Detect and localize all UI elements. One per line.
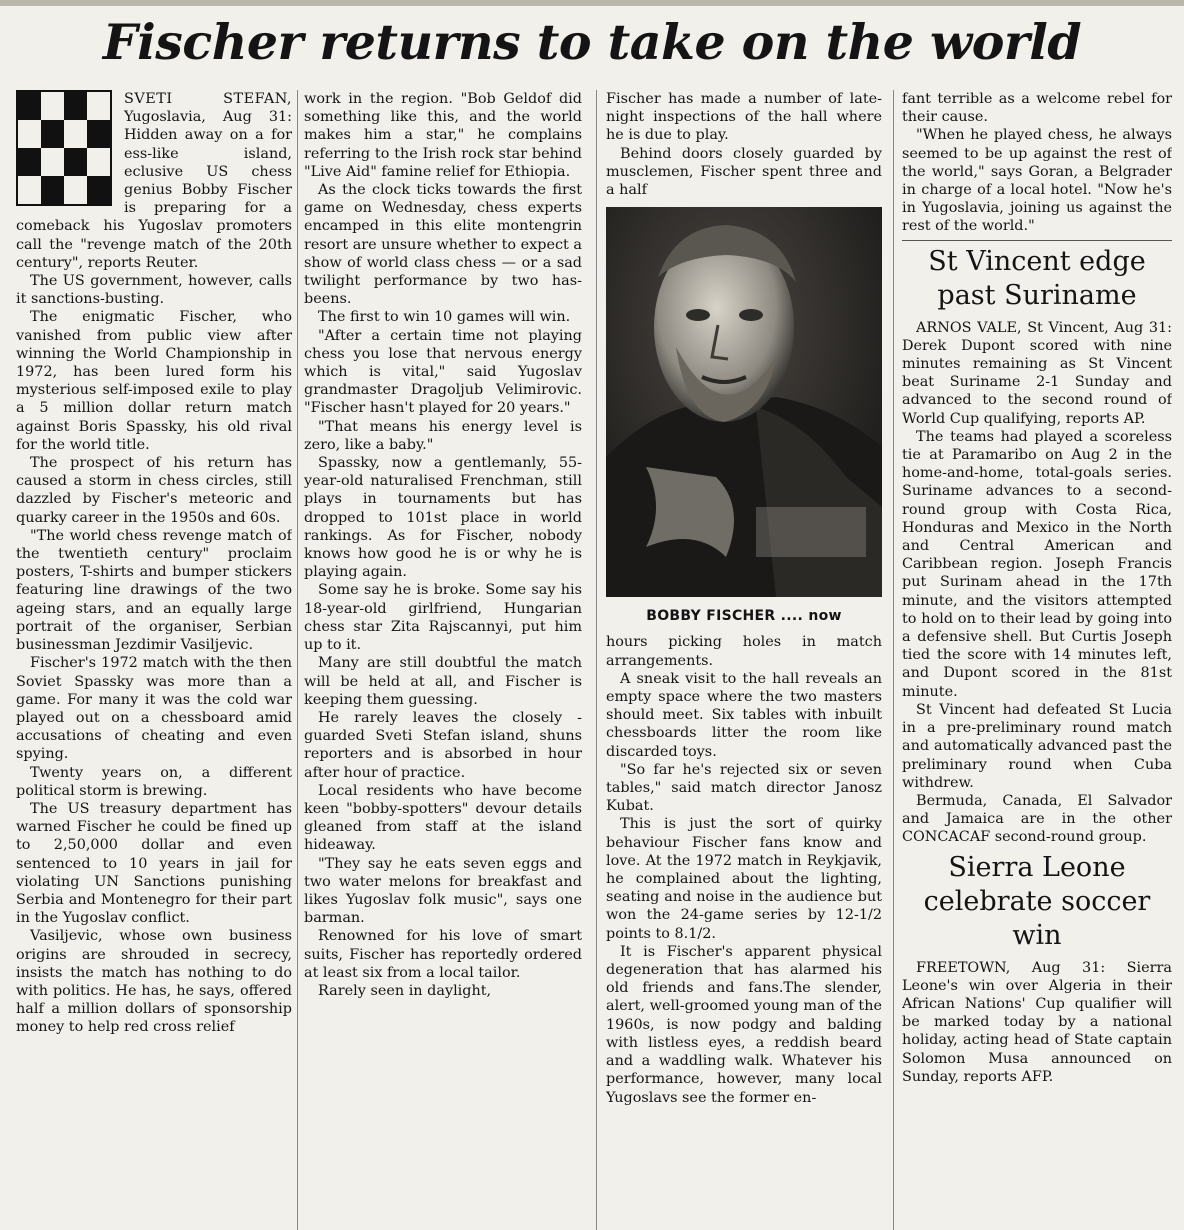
paragraph: The enigmatic Fischer, who vanished from public view after winning the World Championship in 1972, has been lured form his mysterious self-imposed exile to play a 5 million dollar return match against Boris Spassky, his old rival for the world title. [16, 309, 292, 453]
paragraph: Spassky, now a gentlemanly, 55- year-old naturalised Frenchman, still plays in tournaments but has dropped to 101st place in world rankings. As for Fischer, nobody knows how good he is or why he is playing again. [304, 455, 582, 581]
paragraph: "The world chess revenge match of the twentieth century" proclaim posters, T-shirts and bumper stickers featuring line drawings of the two ageing stars, and an equally large portrait of the organiser, Serbian businessman Jezdimir Vasiljevic. [16, 527, 292, 654]
column-rule [297, 90, 298, 1230]
chessboard-icon [16, 90, 112, 206]
paragraph: "They say he eats seven eggs and two water melons for breakfast and likes Yugoslav folk music", says one barman. [304, 855, 582, 927]
paragraph: FREETOWN, Aug 31: Sierra Leone's win over Algeria in their African Nations' Cup qualifier will be marked today by a national holiday, acting head of State captain Solomon Musa announced on Sunday, reports AFP. [902, 959, 1172, 1085]
paragraph: fant terrible as a welcome rebel for their cause. [902, 91, 1172, 126]
lead-text: Yugoslavia, Aug 31: Hidden away on a for ess-like island, eclusive US chess genius Bobby Fischer is preparing for a comeback his Yugoslav promoters call the "revenge match of the 20th century", reports Reuter. [16, 109, 292, 271]
paragraph: As the clock ticks towards the first game on Wednesday, chess experts encamped in this elite montengrin resort are unsure whether to expect a show of world class chess — or a sad twilight performance by two has-beens. [304, 182, 582, 308]
sierra-headline: Sierra Leone celebrate soccer win [923, 851, 1151, 951]
paragraph: Behind doors closely guarded by musclemen, Fischer spent three and a half [606, 145, 882, 199]
paragraph: Fischer's 1972 match with the then Soviet Spassky was more than a game. For many it was the cold war played out on a chessboard amid accusations of cheating and even spying. [16, 655, 292, 763]
portrait-image [606, 207, 882, 597]
sports-column [902, 90, 1172, 1230]
paragraph: Vasiljevic, whose own business origins are shrouded in secrecy, insists the match has nothing to do with politics. He has, he says, offered half a million dollars of sponsorship money to help red cross relief [16, 928, 292, 1036]
paragraph: It is Fischer's apparent physical degeneration that has alarmed his old friends and fans.The slender, alert, well-groomed young man of the 1960s, is now podgy and balding with listless eyes, a reddish beard and a waddling walk. Whatever his performance, however, many local Yugoslavs see the former en- [606, 943, 882, 1106]
paragraph: The US treasury department has warned Fischer he could be fined up to 2,50,000 dollar and even sentenced to 10 years in jail for violating UN Sanctions punishing Serbia and Montenegro for their part in the Yugoslav conflict. [16, 800, 292, 927]
paragraph: Local residents who have become keen "bobby-spotters" devour details gleaned from staff at the island hideaway. [304, 782, 582, 854]
headline: Fischer returns to take on the world [102, 13, 1082, 71]
fischer-photo [606, 207, 882, 597]
paragraph: The prospect of his return has caused a storm in chess circles, still dazzled by Fischer's meteoric and quarky career in the 1950s and 60s. [16, 455, 292, 526]
column-rule [596, 90, 597, 1230]
paragraph: The US government, however, calls it sanctions-busting. [16, 273, 292, 308]
fischer-column-1 [16, 90, 292, 1230]
fischer-column-2 [304, 90, 582, 1230]
paragraph: ARNOS VALE, St Vincent, Aug 31: Derek Dupont scored with nine minutes remaining as St Vincent beat Suriname 2-1 Sunday and advanced to the second round of World Cup qualifying, reports AP. [902, 319, 1172, 427]
fischer-column-3 [606, 90, 882, 1230]
paragraph: "When he played chess, he always seemed to be up against the rest of the world," says Goran, a Belgrader in charge of a local hotel. "Now he's in Yugoslavia, joining us against the rest of the world." [902, 127, 1172, 235]
paragraph: Fischer has made a number of late-night inspections of the hall where he is due to play. [606, 91, 882, 144]
paragraph: "After a certain time not playing chess you lose that nervous energy which is vital," said Yugoslav grandmaster Dragoljub Velimirovic. "Fischer hasn't played for 20 years." [304, 327, 582, 417]
stvincent-headline: St Vincent edge past Suriname [928, 245, 1146, 311]
paragraph: "That means his energy level is zero, like a baby." [304, 418, 582, 453]
paragraph: Some say he is broke. Some say his 18-year-old girlfriend, Hungarian chess star Zita Rajscannyi, put him up to it. [304, 582, 582, 654]
paragraph: work in the region. "Bob Geldof did something like this, and the world makes him a star," he complains referring to the Irish rock star behind "Live Aid" famine relief for Ethiopia. [304, 91, 582, 180]
paragraph: The teams had played a scoreless tie at Paramaribo on Aug 2 in the home-and-home, total-goals series. Suriname advances to a second-round group with Costa Rica, Honduras and Mexico in the North and Central American and Caribbean region. Joseph Francis put Surinam ahead in the 17th minute, and the visitors attempted to hold on to their lead by going into a defensive shell. But Curtis Joseph tied the score with 14 minutes left, and Dupont scored in the 81st minute. [902, 428, 1172, 700]
paragraph: Rarely seen in daylight, [318, 982, 492, 999]
photo-caption: BOBBY FISCHER .... now [646, 608, 842, 625]
paragraph: hours picking holes in match arrangements. [606, 634, 882, 669]
paragraph: He rarely leaves the closely -guarded Sveti Stefan island, shuns reporters and is absorbed in hour after hour of practice. [304, 709, 582, 781]
paragraph: St Vincent had defeated St Lucia in a pre-preliminary round match and automatically advanced past the preliminary round when Cuba withdrew. [902, 701, 1172, 791]
paragraph: "So far he's rejected six or seven tables," said match director Janosz Kubat. [606, 761, 882, 815]
paragraph: Renowned for his love of smart suits, Fischer has reportedly ordered at least six from a local tailor. [304, 928, 582, 981]
paragraph: Many are still doubtful the match will be held at all, and Fischer is keeping them guessing. [304, 655, 582, 708]
paragraph: A sneak visit to the hall reveals an empty space where the two masters should meet. Six tables with inbuilt chessboards litter the room like discarded toys. [606, 670, 882, 760]
dateline: SVETI STEFAN, [124, 91, 292, 107]
paragraph: The first to win 10 games will win. [318, 309, 571, 326]
paragraph: This is just the sort of quirky behaviour Fischer fans know and love. At the 1972 match in Reykjavik, he complained about the lighting, seating and noise in the audience but won the 24-game series by 12-1/2 points to 8.1/2. [606, 816, 882, 942]
paragraph: Twenty years on, a different political storm is brewing. [16, 764, 292, 799]
column-rule [893, 90, 894, 1230]
article-divider [902, 240, 1172, 241]
paragraph: Bermuda, Canada, El Salvador and Jamaica are in the other CONCACAF second-round group. [902, 792, 1172, 846]
